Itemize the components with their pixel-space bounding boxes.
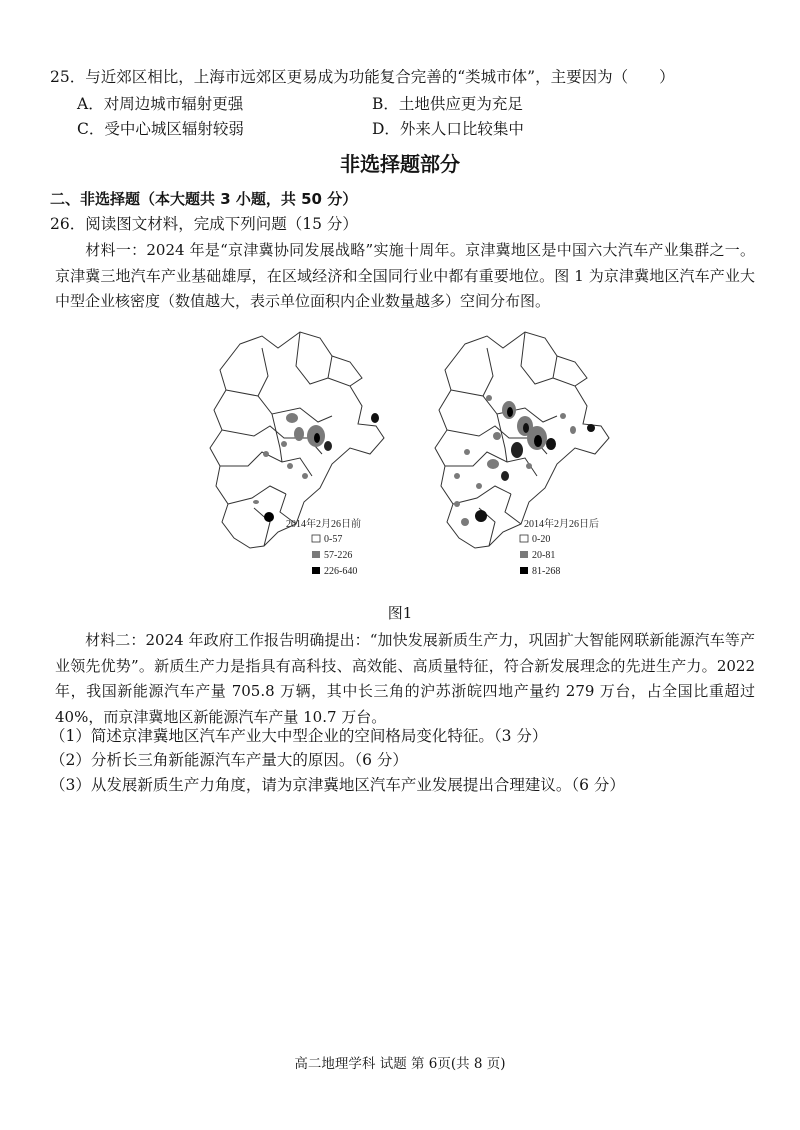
density-spot bbox=[476, 483, 482, 489]
option-c: C．受中心城区辐射较弱 bbox=[77, 120, 244, 138]
legend-label-mid: 20-81 bbox=[532, 550, 556, 561]
legend-swatch-high bbox=[312, 567, 320, 574]
map-after-legend bbox=[520, 534, 560, 577]
density-spot bbox=[314, 433, 320, 443]
legend-swatch-mid bbox=[312, 551, 320, 558]
question-26-stem: 26．阅读图文材料，完成下列问题（15 分） bbox=[50, 215, 358, 233]
density-spot bbox=[534, 435, 542, 447]
material-1-text: 材料一：2024 年是“京津冀协同发展战略”实施十周年。京津冀地区是中国六大汽车产业集群之一。京津冀三地汽车产业基础雄厚，在区域经济和全国同行业中都有重要地位。图 1 为京津冀地区汽车产业大中型企业核密度（数值越大，表示单位面积内企业数量越多）空间分布图。 bbox=[55, 241, 755, 310]
legend-label-high: 226-640 bbox=[324, 566, 358, 577]
density-spot bbox=[324, 441, 332, 451]
density-spot bbox=[570, 426, 576, 434]
sub-question-1: （1）简述京津冀地区汽车产业大中型企业的空间格局变化特征。（3 分） bbox=[50, 727, 548, 745]
legend-label-low: 0-20 bbox=[532, 534, 551, 545]
question-25-stem: 25．与近郊区相比，上海市远郊区更易成为功能复合完善的“类城市体”，主要因为（ ） bbox=[50, 68, 675, 86]
map-after bbox=[435, 332, 609, 548]
option-d: D．外来人口比较集中 bbox=[372, 120, 524, 138]
density-spot bbox=[487, 459, 499, 469]
density-spot bbox=[264, 512, 274, 522]
density-spot bbox=[281, 441, 287, 447]
legend-label-low: 0-57 bbox=[324, 534, 343, 545]
legend-swatch-high bbox=[520, 567, 528, 574]
density-spot bbox=[501, 471, 509, 481]
option-a: A．对周边城市辐射更强 bbox=[77, 95, 244, 113]
sub-question-2: （2）分析长三角新能源汽车产量大的原因。（6 分） bbox=[50, 751, 408, 769]
figure-caption: 图1 bbox=[387, 604, 413, 622]
density-spot bbox=[464, 449, 470, 455]
map-after-title: 2014年2月26日后 bbox=[524, 519, 599, 530]
map-before-legend bbox=[312, 534, 357, 577]
part-heading: 非选择题部分 bbox=[340, 152, 460, 176]
legend-label-high: 81-268 bbox=[532, 566, 561, 577]
density-spot bbox=[263, 451, 269, 457]
map-before-title: 2014年2月26日前 bbox=[286, 519, 361, 530]
density-spot bbox=[302, 473, 308, 479]
legend-swatch-low bbox=[312, 535, 320, 542]
density-spot bbox=[294, 427, 304, 441]
density-spot bbox=[486, 395, 492, 401]
density-spot bbox=[287, 463, 293, 469]
density-spot bbox=[526, 463, 532, 469]
density-spot bbox=[560, 413, 566, 419]
section-title: 二、非选择题（本大题共 3 小题，共 50 分） bbox=[50, 190, 358, 208]
page-footer: 高二地理学科 试题 第 6页(共 8 页) bbox=[294, 1056, 506, 1072]
density-spot bbox=[507, 407, 513, 417]
density-spot bbox=[454, 501, 460, 507]
legend-label-mid: 57-226 bbox=[324, 550, 353, 561]
figure-1-maps bbox=[200, 326, 620, 586]
density-spot bbox=[475, 510, 487, 522]
density-spot bbox=[286, 413, 298, 423]
density-spot bbox=[511, 442, 523, 458]
density-spot bbox=[523, 423, 529, 433]
material-1 bbox=[55, 238, 755, 315]
density-spot bbox=[253, 500, 259, 504]
density-spot bbox=[493, 432, 501, 440]
density-spot bbox=[371, 413, 379, 423]
material-2-text: 材料二：2024 年政府工作报告明确提出：“加快发展新质生产力，巩固扩大智能网联新能源汽车等产业领先优势”。新质生产力是指具有高科技、高效能、高质量特征，符合新发展理念的先进生产力。2022 年，我国新能源汽车产量 705.8 万辆，其中长三角的沪苏浙皖四地产量约 279 万台，占全国比重超过 40%，而京津冀地区新能源汽车产量 10.7 万台。 bbox=[55, 631, 755, 726]
legend-swatch-mid bbox=[520, 551, 528, 558]
map-after-outline bbox=[435, 332, 609, 548]
density-spot bbox=[587, 424, 595, 432]
density-spot bbox=[461, 518, 469, 526]
density-spot bbox=[546, 438, 556, 450]
map-before-density bbox=[253, 413, 379, 522]
legend-swatch-low bbox=[520, 535, 528, 542]
option-b: B．土地供应更为充足 bbox=[372, 95, 523, 113]
sub-question-3: （3）从发展新质生产力角度，请为京津冀地区汽车产业发展提出合理建议。（6 分） bbox=[50, 776, 625, 794]
material-2 bbox=[55, 628, 755, 730]
map-after-density bbox=[454, 395, 595, 526]
density-spot bbox=[454, 473, 460, 479]
